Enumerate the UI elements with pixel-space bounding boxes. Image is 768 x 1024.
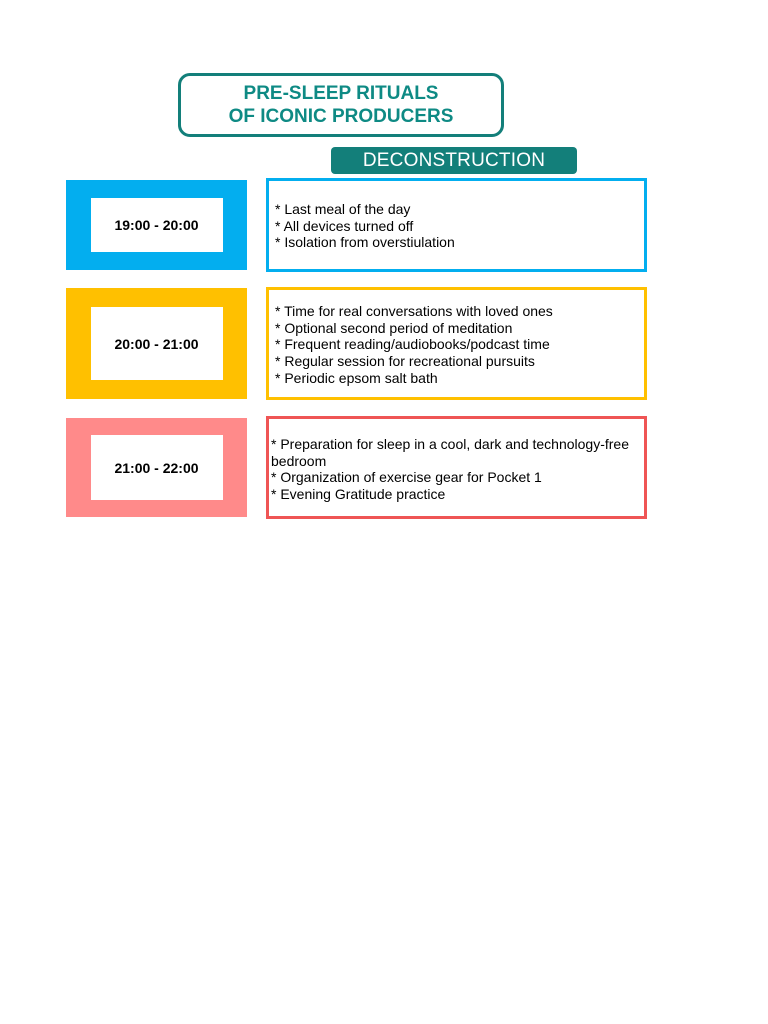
- list-item: * Optional second period of meditation: [275, 319, 513, 336]
- page-title-line-2: OF ICONIC PRODUCERS: [228, 106, 454, 127]
- details-box-2: [266, 287, 647, 400]
- list-item: * Last meal of the day: [275, 201, 411, 217]
- list-item: * Periodic epsom salt bath: [275, 369, 438, 386]
- time-block-2: [66, 288, 247, 399]
- time-label-3: 21:00 - 22:00: [91, 435, 223, 500]
- list-item: * Regular session for recreational pursuits: [275, 353, 535, 370]
- details-box-3: [266, 416, 647, 519]
- list-item: * Isolation from overstiulation: [275, 234, 455, 251]
- ritual-list-1: [275, 201, 644, 251]
- details-box-1: [266, 178, 647, 272]
- list-item: * Preparation for sleep in a cool, dark and technology-free bedroom: [271, 436, 629, 469]
- list-item: * Frequent reading/audiobooks/podcast time: [275, 336, 550, 353]
- list-item: * Time for real conversations with loved ones: [275, 303, 553, 319]
- list-item: * Evening Gratitude practice: [271, 486, 446, 503]
- time-block-1: [66, 180, 247, 270]
- page-title-line-1: PRE-SLEEP RITUALS: [243, 83, 439, 104]
- time-label-2: 20:00 - 21:00: [91, 307, 223, 380]
- time-label-1: 19:00 - 20:00: [91, 198, 223, 252]
- list-item: * All devices turned off: [275, 217, 414, 234]
- ritual-list-2: [275, 303, 644, 387]
- time-block-3: [66, 418, 247, 517]
- ritual-list-3: [271, 436, 640, 503]
- section-subtitle: DECONSTRUCTION: [331, 147, 577, 174]
- page-title: [178, 73, 504, 137]
- list-item: * Organization of exercise gear for Pocket 1: [271, 469, 542, 486]
